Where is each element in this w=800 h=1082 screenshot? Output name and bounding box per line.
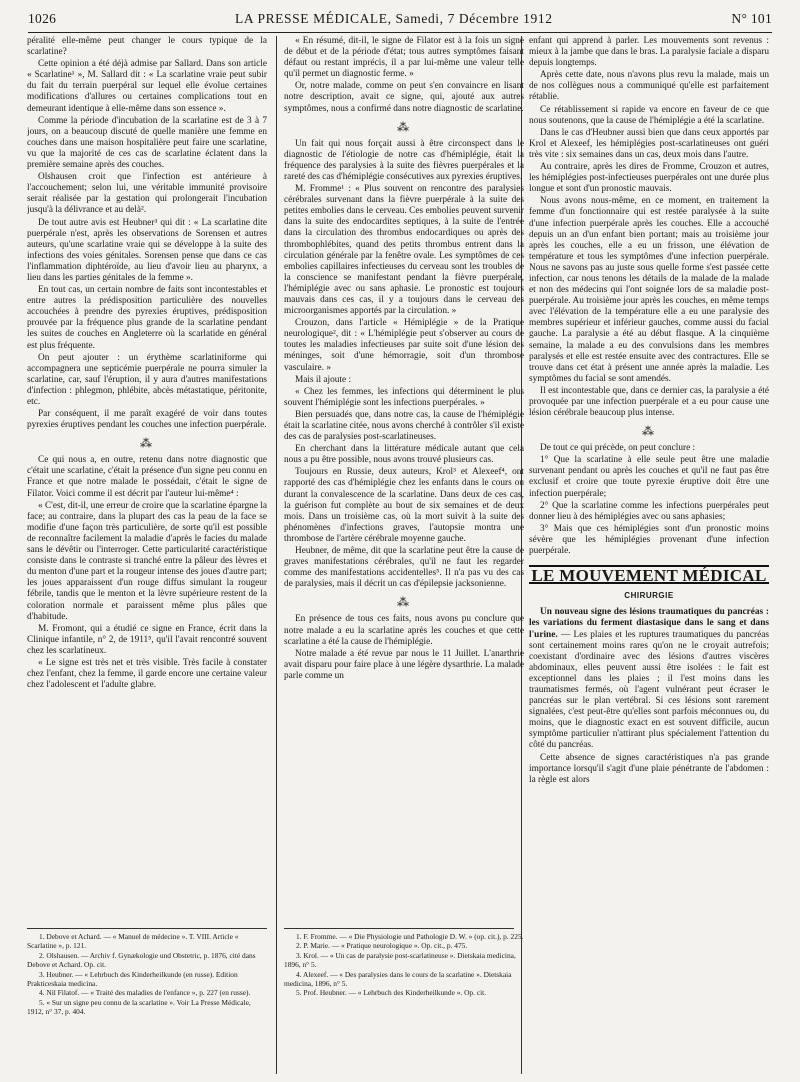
asterism: ⁂ (140, 436, 154, 451)
page-header (28, 6, 772, 33)
paragraph: Crouzon, dans l'article « Hémiplégie » de la Pratique neurologique², dit : « L'hémiplégie peut s'observer au cours de toutes les maladies infectieuses par suite soit d'une lésion des méninges, soit d'une hémorragie, soit d'un thrombose vasculaire. » (284, 318, 524, 373)
footnote: 1. Debove et Achard. — « Manuel de médecine ». T. VIII. Article « Scarlatine », p. 121. (27, 932, 239, 951)
conclusion-intro: De tout ce qui précède, on peut conclure : (540, 443, 696, 454)
paragraph: En présence de tous ces faits, nous avons pu conclure que notre malade a eu la scarlatine après les couches et que cette scarlatine a été la cause de l'hémiplégie. (284, 614, 524, 647)
article-paragraph (529, 607, 769, 751)
footnote: 5. « Sur un signe peu connu de la scarlatine ». Voir La Presse Médicale, 1912, n° 37, p. 404. (27, 997, 251, 1017)
paragraph: En tout cas, un certain nombre de faits sont incontestables et entre autres la prédisposition particulière des nouvelles accouchées à prendre des pyrexies éruptives, prédisposition prouvée par la fréquence plus grande de la scarlatine pendant les suites de couches en Angleterre où la scarlatide en général est plus fréquente. (27, 285, 267, 351)
issue-number: N° 101 (731, 11, 772, 26)
paragraph: Après cette date, nous n'avons plus revu la malade, mais un de nos collègues nous a communiqué qu'elle est parfaitement rétablie. (529, 70, 769, 103)
paragraph: Bien persuadés que, dans notre cas, la cause de l'hémiplégie était la scarlatine citée, nous avons cherché à contrôler s'il existe des cas de paralysies post-scarlatineuses. (284, 409, 524, 443)
paragraph: Il est incontestable que, dans ce dernier cas, la paralysie a été provoquée par une infection puerpérale et a eu pour cause une lésion cérébrale beaucoup plus intense. (529, 385, 769, 419)
footnote-rule (27, 928, 267, 929)
footnote: 5. Prof. Heubner. — « Lehrbuch des Kinderheilkunde ». Op. cit. (296, 988, 487, 998)
paragraph: Notre malade a été revue par nous le 11 Juillet. L'anarthrie avait disparu pour faire place à une légère dysarthrie. La malade parle comme un (284, 648, 524, 681)
paragraph: Un fait qui nous forçait aussi à être circonspect dans le diagnostic de l'étiologie de notre cas d'hémiplégie, était la fréquence des paralysies à la suite des fièvres puerpérales et la rareté des cas d'hémiplégie consécutives aux pyrexies éruptives. (284, 138, 524, 182)
asterism: ⁂ (642, 424, 656, 439)
paragraph: Cette opinion a été déjà admise par Sallard. Dans son article « Scarlatine¹ », M. Sallard dit : « La scarlatine vraie peut subir du fait du terrain puerpéral sur lequel elle évolue certaines modifications d'allures ou certaines complications tout en demeurant identique à elle-même dans son essence ». (27, 59, 267, 114)
paragraph: Par conséquent, il me paraît exagéré de voir dans toutes pyrexies éruptives pendant les couches une infection puerpérale. (27, 409, 267, 431)
paragraph: Heubner, de même, dit que la scarlatine peut être la cause de graves manifestations cérébrales, qu'il ne faut les regarder comme des manifestations accidentelles⁵. Il n'a pas vu des cas de paralysies, mais il décrit un cas d'épilepsie jacksonienne. (284, 546, 524, 590)
article-paragraph: Cette absence de signes caractéristiques n'a pas grande importance lorsqu'il s'agit d'une plaie pénétrante de l'abdomen : la règle est alors (529, 752, 769, 785)
footnote: 1. F. Fromme. — « Die Physiologie und Pathologie D. W. » (op. cit.), p. 225. (296, 932, 524, 941)
paragraph: En cherchant dans la littérature médicale autant que cela nous a pu être possible, nous avons trouvé plusieurs cas. (284, 444, 524, 466)
footnote: 2. P. Marie. — « Pratique neurologique ». Op. cit., p. 475. (296, 941, 468, 951)
conclusions (529, 443, 769, 557)
paragraph: péralité elle-même peut changer le cours typique de la scarlatine? (27, 36, 267, 58)
paragraph: M. Fromont, qui a étudié ce signe en France, écrit dans la Clinique infantile, n° 2, de 1911⁵, qu'il l'avait rencontré souvent chez les scarlatineux. (27, 623, 267, 656)
paragraph: De tout autre avis est Heubner³ qui dit : « La scarlatine dite puerpérale n'est, après les observations de Sorensen et autres auteurs, qu'une scarlatine vraie qui se développe à la suite des infections des voies génitales. Sorensen pense que dans ce cas l'inflammation diphtéroïde, au lieu d'avoir lieu au pharynx, a lieu dans les parties génitales de la femme ». (27, 217, 267, 283)
column-divider (276, 36, 277, 1074)
footnote: 3. Krol. — « Un cas de paralysie post-scarlatineuse ». Dietskaia medicina, 1896, n° 5. (284, 950, 516, 970)
column-3 (529, 36, 769, 1076)
footnote: 2. Olshausen. — Archiv f. Gynækologie und Obstetric, p. 1876, cité dans Debove et Achard. Op. cit. (27, 950, 256, 970)
paragraph: Or, notre malade, comme on peut s'en convaincre en lisant notre description, avait ce signe, qui, ajouté aux autres symptômes, nous a confirmé dans notre diagnostic de scarlatine. (284, 81, 524, 114)
paragraph: On peut ajouter : un érythème scarlatiniforme qui accompagnera une septicémie puerpérale ne pourra simuler la scarlatine, car, sauf l'éruption, il y aura d'autres manifestations d'infection : phlegmon, phlébite, abcès métastatique, péritonite, etc. (27, 352, 267, 407)
paragraph: « C'est, dit-il, une erreur de croire que la scarlatine épargne la face; au contraire, dans la plupart des cas la peau de la face se modifie d'une façon très particulière, de sorte qu'il est possible de reconnaître facilement la maladie d'après le facies du malade sans le dévêtir ou l'interroger. Cette particularité caractéristique consiste dans le contraste si tranché entre la pâleur des lèvres et du menton d'une part et la rougeur intense des joues d'autre part; les joues apparaissent d'un rouge diffus simulant la rougeur fébrile, tandis que le menton et la lèvre supérieure restent de la coloration normale et paraissent même plus pâles que d'habitude. (27, 500, 267, 622)
column-1 (27, 36, 267, 924)
paragraph: M. Fromme¹ : « Plus souvent on rencontre des paralysies cérébrales survenant dans la fièvre puerpérale à la suite des petites embolies dans le cerveau. Ces embolies peuvent survenir dans la suite des endocardites septiques, à la suite de l'entrée dans la circulation des thrombus endocardiques ou après des thrombophlébites, quand des petits thrombus entrent dans la circulation générale par la fenêtre ovale. Les symptômes de ces embolies capillaires infectieuses du cerveau sont les troubles de la conscience se manifestant pendant la fièvre puerpérale, l'hémiplégie avec ou sans aphasie. Le pronostic est toujours mauvais dans ces cas, il y a toujours dans le cerveau des microorganismes apportés par la circulation. » (284, 184, 524, 317)
column-2 (284, 36, 524, 924)
paragraph: Nous avons nous-même, en ce moment, en traitement la femme d'un fonctionnaire qui est restée paralysée à la suite d'une infection puerpérale après les couches. Elle a accouché depuis un an d'un enfant bien portant; mais au troisième jour après les couches, elle a eu un frisson, une élévation de température et tous les symptômes d'une infection puerpérale. Nous ne savons pas au juste sous quelle forme s'est passée cette infection, car nous tenons les détails de la malade de la malade et non des médecins qui l'ont soignée lors de sa maladie post-puerpérale. Au troisième jour après les couches, en même temps avec l'élévation de la température elle a eu une paralysie des membres supérieur et inférieur gauches, comme aussi du facial gauche. La paralysie a été au début flasque. A la cinquième semaine, la malade a eu des convulsions dans les membres paralysés et elle est restée ensuite avec des contractures. Elle se trouve dans cet état à présent une année après la maladie. Les symptômes du facial se sont amendés. (529, 196, 769, 384)
footnote-rule (284, 928, 514, 929)
section-subtitle: CHIRURGIE (624, 591, 674, 601)
conclusion-item: 2° Que la scarlatine comme les infections puerpérales peut donner lieu à des hémiplégies avec ou sans aphasies; (529, 500, 769, 522)
footnotes-right (284, 932, 524, 998)
conclusion-item: 3° Mais que ces hémiplégies sont d'un pronostic moins sévère que les hémiplégies provenant d'une infection puerpérale. (529, 523, 769, 557)
footnote: 4. Nil Filatof. — « Traité des maladies de l'enfance », p. 227 (en russe). (39, 988, 251, 998)
section-title: LE MOUVEMENT MÉDICAL (529, 565, 769, 584)
paragraph: Mais il ajoute : (295, 374, 352, 385)
article-lead: Un nouveau signe des lésions traumatiques du pancréas : les variations du ferment diastasique dans le sang et dans l'urine. (529, 607, 769, 640)
paragraph: « Chez les femmes, les infections qui déterminent le plus souvent l'hémiplégie sont les infections puerpérales. » (284, 386, 524, 408)
paragraph: Au contraire, après les dires de Fromme, Crouzon et autres, les hémiplégies post-infectieuses puerpérales ont une durée plus longue et sont d'un pronostic mauvais. (529, 162, 769, 195)
journal-title: LA PRESSE MÉDICALE, Samedi, 7 Décembre 1912 (235, 11, 553, 26)
footnote: 4. Alexeef. — « Des paralysies dans le cours de la scarlatine ». Dietskaia medicina, 1896, n° 5. (284, 969, 512, 989)
paragraph: Dans le cas d'Heubner aussi bien que dans ceux apportés par Krol et Alexeef, les hémiplégies post-scarlatineuses ont guéri très vite : six semaines dans un cas, deux mois dans l'autre. (529, 127, 769, 160)
conclusion-item: 1° Que la scarlatine à elle seule peut être une maladie survenant pendant ou après les couches et qu'il ne faut pas être exclusif et croire que toute pyrexie éruptive doit être une infection puerpérale; (529, 455, 769, 499)
paragraph: Olshausen croit que l'infection est antérieure à l'accouchement; selon lui, une véritable immunité provisoire serait réalisée par la gestation qui prolongerait l'incubation jusqu'à la délivrance et au delà². (27, 172, 267, 216)
paragraph: Toujours en Russie, deux auteurs, Krol³ et Alexeef⁴, ont rapporté des cas d'hémiplégie chez les enfants dans le cours ou durant la convalescence de la scarlatine. Dans deux de ces cas, la guérison fut complète au bout de six semaines et de deux mois. Dans un troisième cas, où la mort suivit à la suite des phénomènes d'infections graves, l'autopsie montra une thrombose de l'artère cérébrale moyenne gauche. (284, 467, 524, 544)
footnotes-left (27, 932, 267, 1017)
paragraph: Ce qui nous a, en outre, retenu dans notre diagnostic que c'était une scarlatine, c'était la présence d'un signe peu connu en France et que notre malade le possédait, c'était le signe de Filator. Voici comme il est décrit par l'auteur lui-même⁴ : (27, 455, 267, 499)
paragraph: « En résumé, dit-il, le signe de Filator est à la fois un signe de début et de la période d'état; tous autres symptômes faisant défaut ou restant imprécis, il a par lui-même une valeur telle qu'il permet un diagnostic ferme. » (284, 36, 524, 80)
paragraph: Comme la période d'incubation de la scarlatine est de 3 à 7 jours, on a beaucoup discuté de quelle manière une femme en couches dans une maison hospitalière peut faire une scarlatine, vu que la majorité de ces cas de scarlatine éclatent dans la première semaine après des couches. (27, 115, 267, 171)
page-number: 1026 (28, 11, 57, 26)
paragraph: « Le signe est très net et très visible. Très facile à constater chez l'enfant, chez la femme, il garde encore une certaine valeur chez l'adolescent et l'adulte glabre. (27, 657, 267, 691)
footnote: 3. Heubner. — « Lehrbuch des Kinderheilkunde (en russe). Edition Prakticeskaia medicina. (27, 969, 238, 989)
paragraph: Ce rétablissement si rapide va encore en faveur de ce que nous soutenons, que la cause de l'hémiplégie a été la scarlatine. (529, 104, 769, 126)
asterism: ⁂ (397, 119, 411, 134)
paragraph: enfant qui apprend à parler. Les mouvements sont revenus : mieux à la jambe que dans le bras. La paralysie faciale a disparu depuis longtemps. (529, 36, 769, 69)
article-text: — Les plaies et les ruptures traumatiques du pancréas sont certainement moins rares qu'on ne le croyait autrefois; coexistant d'ordinaire avec des lésions d'autres viscères abdominaux, elles peuvent aussi être isolées : le fait est exceptionnel dans les plaies ; il l'est moins dans les traumatismes fermés, où l'agent vulnérant peut écraser le pancréas sur le plan vertébral. Si ces lésions sont rarement signalées, c'est peut-être qu'elles sont parfois méconnues ou, du moins, que le diagnostic exact en est souvent difficile, aucun symptôme particulier n'attirant plus spécialement l'attention du côté du pancréas. (529, 629, 769, 751)
asterism: ⁂ (397, 595, 411, 610)
